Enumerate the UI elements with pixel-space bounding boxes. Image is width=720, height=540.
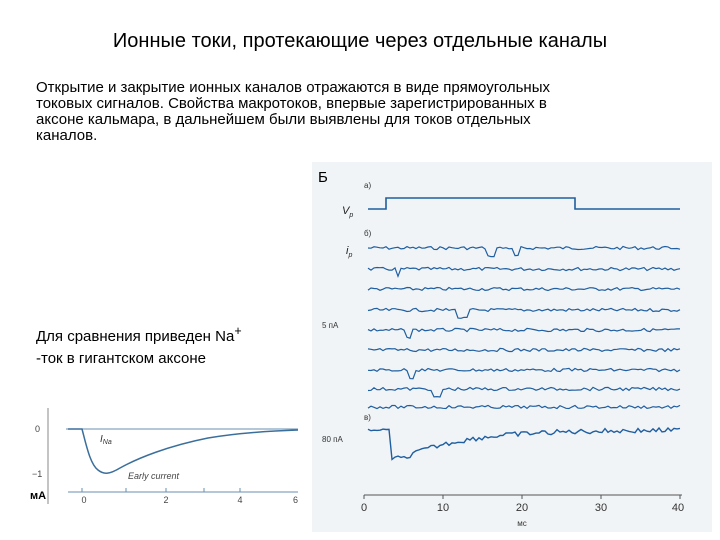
panel-letter: Б (318, 169, 328, 186)
figure-background (312, 162, 712, 532)
early-current-caption: Early current (128, 471, 180, 481)
left-figure-background (28, 404, 306, 534)
left-x-tick-label: 4 (237, 495, 243, 505)
left-x-tick-label: 2 (163, 495, 169, 505)
vp-label-main: V (342, 205, 350, 217)
y-tick-label: −1 (32, 469, 43, 479)
left-x-tick-label: 0 (81, 495, 87, 505)
intro-line: каналов. (36, 127, 98, 144)
x-tick-label: 20 (515, 502, 529, 514)
label-b: б) (364, 229, 372, 238)
comparison-text: Для сравнения приведен Na (36, 328, 235, 345)
x-axis-unit: мс (517, 519, 527, 528)
curve-label-main: I (100, 434, 103, 445)
label-c: в) (364, 413, 371, 422)
comparison-superscript: + (234, 324, 242, 338)
intro-line: токовых сигналов. Свойства макротоков, впервые зарегистрированных в (36, 95, 547, 112)
ip-label-sub: p (348, 252, 353, 259)
scale-label-macro: 80 пА (322, 435, 343, 444)
curve-label-sub: Na (102, 439, 112, 446)
ip-label-main: i (346, 245, 349, 257)
single-channel-figure (312, 162, 712, 532)
left-x-tick-label: 6 (292, 495, 298, 505)
x-tick-label: 30 (594, 502, 608, 514)
y-tick-label: 0 (35, 424, 41, 434)
intro-paragraph (36, 80, 676, 144)
current-unit-label: мА (30, 490, 47, 502)
comparison-text-2: -ток в гигантском аксоне (36, 350, 206, 367)
label-a: а) (364, 181, 372, 190)
intro-line: Открытие и закрытие ионных каналов отражаются в виде прямоугольных (36, 79, 550, 96)
x-tick-label: 10 (436, 502, 450, 514)
page-title: Ионные токи, протекающие через отдельные каналы (112, 30, 608, 52)
x-tick-label: 0 (360, 502, 368, 514)
scale-label-single: 5 пА (322, 321, 339, 330)
comparison-note (36, 320, 306, 370)
vp-label-sub: p (349, 212, 354, 219)
intro-line: аксоне кальмара, в дальнейшем были выявлены для токов отдельных (36, 111, 531, 128)
x-tick-label: 40 (671, 502, 685, 514)
axon-current-figure (28, 404, 306, 534)
